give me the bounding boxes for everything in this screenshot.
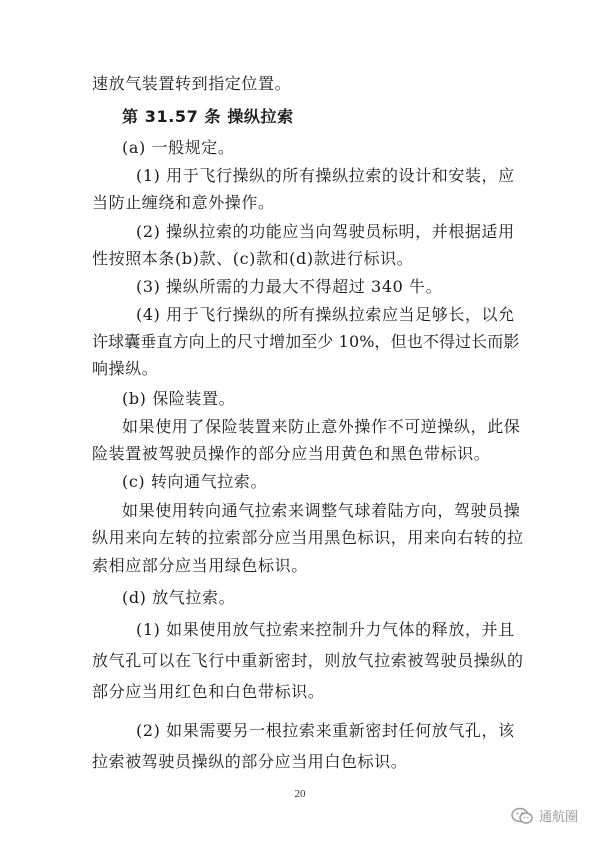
text-line: (4) 用于飞行操纵的所有操纵拉索应当足够长，以允 (136, 305, 515, 324)
text-line: (2) 如果需要另一根拉索来重新密封任何放气孔，该 (136, 721, 515, 740)
section-heading: 第 31.57 条 操纵拉索 (122, 107, 294, 126)
wechat-icon (511, 807, 533, 825)
text-line: (1) 如果使用放气拉索来控制升力气体的释放，并且 (136, 620, 515, 639)
text-line: 如果使用转向通气拉索来调整气球着陆方向，驾驶员操 (122, 501, 521, 520)
text-line: 纵用来向左转的拉索部分应当用黑色标识，用来向右转的拉 (92, 528, 524, 547)
subsection-heading: (c) 转向通气拉索。 (122, 472, 268, 491)
page-number: 20 (294, 788, 306, 800)
text-line: 险装置被驾驶员操作的部分应当用黄色和黑色带标识。 (92, 444, 491, 463)
text-line: 速放气装置转到指定位置。 (92, 74, 292, 93)
text-line: 如果使用了保险装置来防止意外操作不可逆操纵，此保 (122, 417, 521, 436)
text-line: 拉索被驾驶员操纵的部分应当用白色标识。 (92, 752, 408, 771)
text-line: (1) 用于飞行操纵的所有操纵拉索的设计和安装，应 (136, 166, 515, 185)
text-line: 放气孔可以在飞行中重新密封，则放气拉索被驾驶员操纵的 (92, 651, 524, 670)
text-line: (3) 操纵所需的力最大不得超过 340 牛。 (136, 277, 443, 296)
watermark (511, 806, 578, 825)
subsection-heading: (d) 放气拉索。 (122, 588, 236, 607)
text-line: (2) 操纵拉索的功能应当向驾驶员标明，并根据适用 (136, 222, 515, 241)
text-line: 响操纵。 (92, 359, 159, 378)
subsection-heading: (a) 一般规定。 (122, 138, 235, 157)
text-line: 性按照本条(b)款、(c)款和(d)款进行标识。 (92, 249, 414, 268)
watermark-text: 通航圈 (538, 810, 578, 825)
text-line: 许球囊垂直方向上的尺寸增加至少 10%，但也不得过长而影 (92, 332, 520, 351)
text-line: 当防止缠绕和意外操作。 (92, 193, 275, 212)
text-line: 部分应当用红色和白色带标识。 (92, 682, 325, 701)
text-line: 索相应部分应当用绿色标识。 (92, 556, 308, 575)
subsection-heading: (b) 保险装置。 (122, 389, 236, 408)
